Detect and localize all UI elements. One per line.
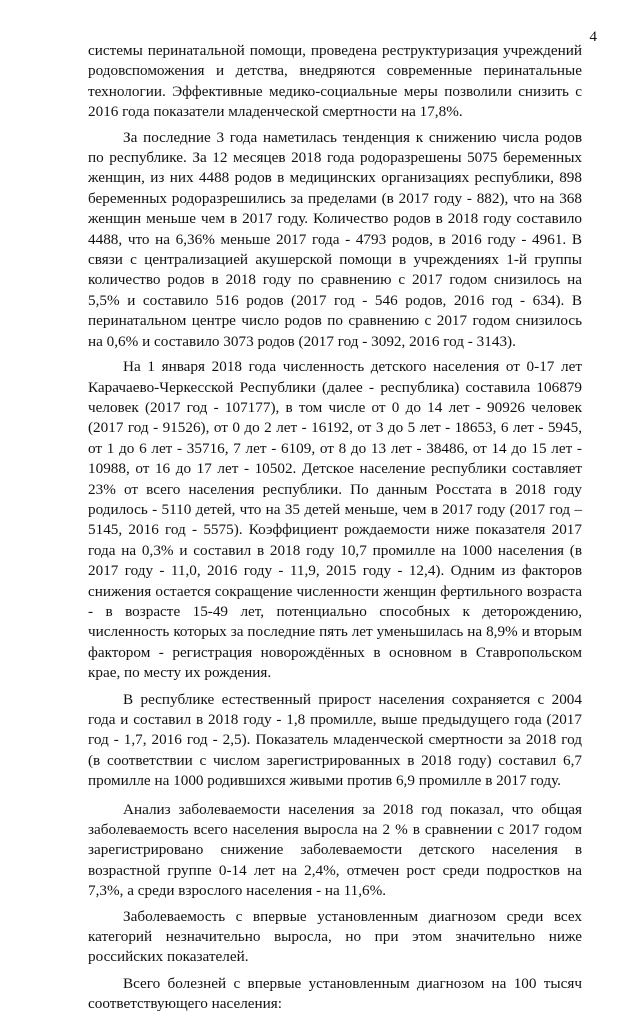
paragraph-births-trend: За последние 3 года наметилась тенденция к снижению числа родов по республике. За 12 месяцев 2018 года родоразрешены 5075 беременных женщин, из них 4488 родов в медицинских организациях республики, 898 беременных родоразрешились за пределами (в 2017 году - 882), что на 368 женщин меньше чем в 2017 году. Количество родов в 2018 году составило 4488, что на 6,36% меньше 2017 года - 4793 родов, в 2016 году - 4961. В связи с централизацией акушерской помощи в учреждениях 1-й группы количество родов в 2018 году по сравнению с 2017 годом снизилось на 5,5% и составило 516 родов (2017 год - 546 родов, 2016 год - 634). В перинатальном центре число родов по сравнению с 2017 годом снизилось на 0,6% и составило 3073 родов (2017 год - 3092, 2016 год - 3143). xyxy=(88,128,582,350)
page-number: 4 xyxy=(589,29,597,45)
paragraph-perinatal-care: системы перинатальной помощи, проведена реструктуризация учреждений родовспоможения и детства, внедряются современные перинатальные технологии. Эффективные медико-социальные меры позволили снизить с 2016 года показатели младенческой смертности на 17,8%. xyxy=(88,42,582,121)
paragraph-new-diagnosis: Заболеваемость с впервые установленным диагнозом среди всех категорий незначительно выросла, но при этом значительно ниже российских показателей. xyxy=(88,907,582,966)
paragraph-morbidity-analysis: Анализ заболеваемости населения за 2018 год показал, что общая заболеваемость всего населения выросла на 2 % в сравнении с 2017 годом зарегистрировано снижение заболеваемости детского населения в возрастной группе 0-14 лет на 2,4%, отмечен рост среди подростков на 7,3%, а среди взрослого населения - на 11,6%. xyxy=(88,800,582,900)
paragraph-child-population: На 1 января 2018 года численность детского населения от 0-17 лет Карачаево-Черкесской Республики (далее - республика) составила 106879 человек (2017 год - 107177), в том числе от 0 до 14 лет - 90926 человек (2017 год - 91526), от 0 до 2 лет - 16192, от 3 до 5 лет - 18653, 6 лет - 5945, от 1 до 6 лет - 35716, 7 лет - 6109, от 8 до 13 лет - 38486, от 14 до 15 лет - 10988, от 16 до 17 лет - 10502. Детское население республики составляет 23% от всего населения республики. По данным Росстата в 2018 году родилось - 5110 детей, что на 35 детей меньше, чем в 2017 году (2017 год – 5145, 2016 год - 5575). Коэффициент рождаемости ниже показателя 2017 года на 0,3% и составил в 2018 году 10,7 промилле на 1000 населения (в 2017 году - 11,0, 2016 году - 11,9, 2015 году - 12,4). Одним из факторов снижения остается сокращение численности женщин фертильного возраста - в возрасте 15-49 лет, потенциально способных к деторождению, численность которых за последние пять лет уменьшилась на 8,9% и вторым фактором - регистрация новорождённых в основном в Ставропольском крае, по месту их рождения. xyxy=(88,358,582,682)
document-body xyxy=(88,41,582,1020)
paragraph-natural-growth: В республике естественный прирост населения сохраняется с 2004 года и составил в 2018 году - 1,8 промилле, выше предыдущего года (2017 год - 1,7, 2016 год - 2,5). Показатель младенческой смертности за 2018 год (в соответствии с числом зарегистрированных в 2018 году) составил 6,7 промилле на 1000 родившихся живыми против 6,9 промилле в 2017 году. xyxy=(88,690,582,790)
paragraph-diseases-per-100k: Всего болезней с впервые установленным диагнозом на 100 тысяч соответствующего населения: xyxy=(88,974,582,1013)
